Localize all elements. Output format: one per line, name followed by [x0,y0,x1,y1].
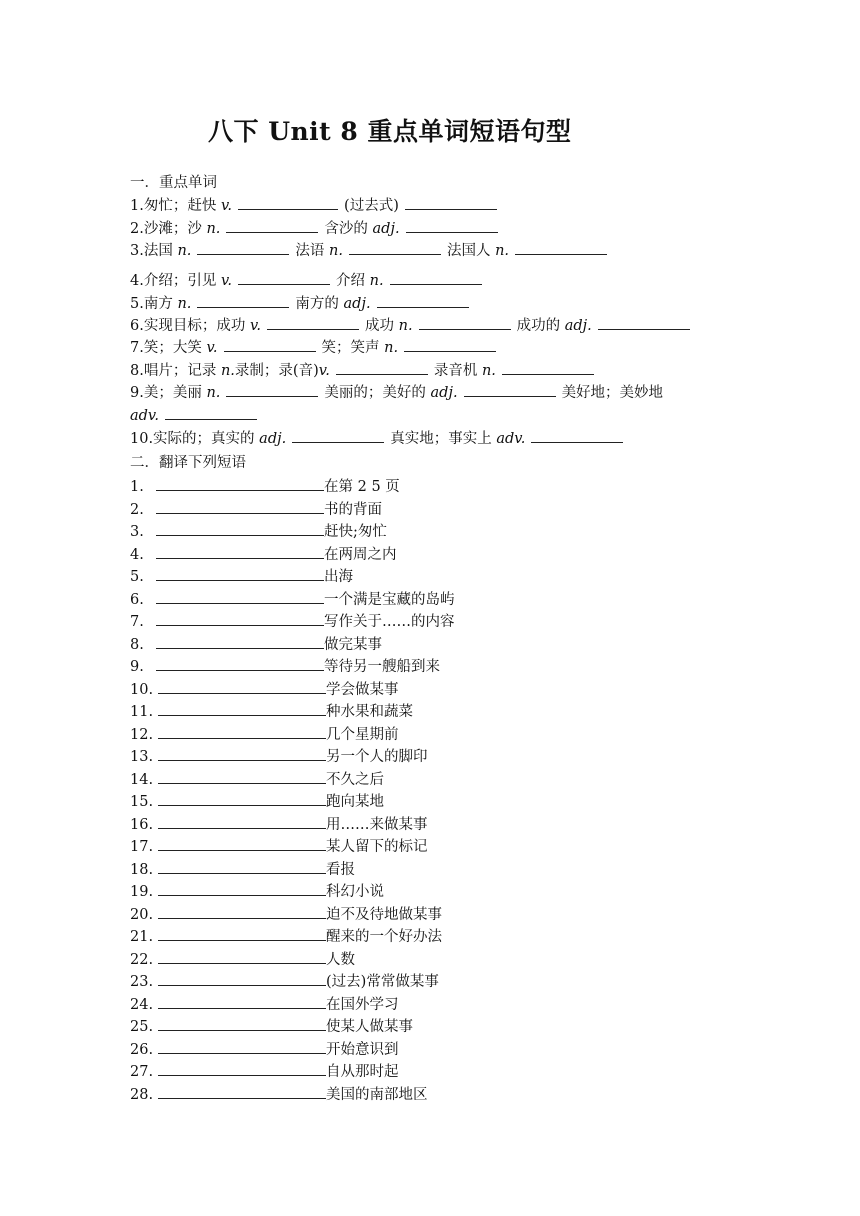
part-of-speech: adv. [130,408,160,424]
answer-blank[interactable] [158,745,326,761]
phrase-meaning: 另一个人的脚印 [326,749,428,765]
item-number: 14. [130,771,154,788]
phrase-meaning: 人数 [326,951,355,968]
phrase-item [130,655,440,677]
answer-blank[interactable] [197,293,289,308]
item-number: 20. [130,906,154,923]
part-of-speech: n. [177,296,192,312]
item-number: 27. [130,1064,154,1080]
answer-blank[interactable] [158,903,326,919]
phrase-meaning: 种水果和蔬菜 [326,704,413,720]
part-of-speech: adj. [430,385,458,401]
phrase-item [130,745,428,767]
answer-blank[interactable] [405,195,497,210]
part-of-speech: v. [206,340,218,356]
item-number: 19. [130,884,154,900]
answer-blank[interactable] [404,337,496,352]
vocab-text: 录音机 [433,363,482,379]
item-number: 9. [130,659,144,675]
phrase-item [130,835,428,857]
phrase-item [130,565,353,587]
part-of-speech: n. [481,363,496,379]
phrase-meaning: 几个星期前 [326,726,399,743]
answer-blank[interactable] [158,1038,326,1054]
phrase-meaning: 赶快;匆忙 [324,524,387,540]
answer-blank[interactable] [502,360,594,375]
phrase-meaning: 美国的南部地区 [326,1086,428,1103]
answer-blank[interactable] [226,218,318,233]
item-number: 18. [130,861,154,878]
vocab-text: 7.笑；大笑 [130,340,207,356]
answer-blank[interactable] [598,315,690,330]
phrase-item [130,543,397,565]
phrase-meaning: 做完某事 [324,636,382,653]
answer-blank[interactable] [390,270,482,285]
answer-blank[interactable] [238,195,338,210]
item-number: 23. [130,974,154,990]
vocab-text: (过去式) [344,198,399,214]
phrase-item [130,475,400,497]
phrase-meaning: 在国外学习 [326,996,399,1013]
answer-blank[interactable] [531,428,623,443]
part-of-speech: n. [384,340,399,356]
phrase-meaning: 等待另一艘船到来 [324,659,440,675]
part-of-speech: n. [495,243,510,259]
part-of-speech: n. [398,318,413,334]
part-of-speech: n. [329,243,343,259]
item-number: 3. [130,524,144,540]
vocab-text: 9.美；美丽 [130,385,207,401]
phrase-meaning: 醒来的一个好办法 [326,929,442,945]
vocab-text: 8.唱片；记录 [130,363,221,379]
phrase-item [130,880,384,902]
answer-blank[interactable] [158,678,326,694]
item-number: 1. [130,479,144,495]
phrase-item [130,588,455,610]
phrase-meaning: (过去)常常做某事 [326,974,439,990]
vocab-text: 美丽的；美好的 [324,385,431,401]
item-number: 2. [130,501,144,518]
answer-blank[interactable] [158,925,326,941]
answer-blank[interactable] [336,360,428,375]
phrase-meaning: 迫不及待地做某事 [326,906,442,923]
vocab-line [130,293,475,315]
phrase-item [130,700,413,722]
item-number: 12. [130,726,154,743]
vocab-line [130,360,600,382]
phrase-item [130,1083,428,1105]
answer-blank[interactable] [156,475,324,491]
answer-blank[interactable] [226,382,318,397]
answer-blank[interactable] [158,1060,326,1076]
vocab-text: 南方的 [295,296,344,312]
phrase-item [130,813,428,835]
vocab-text: 成功的 [516,318,565,334]
section2-heading: 二．翻译下列短语 [130,455,246,471]
phrase-meaning: 自从那时起 [326,1064,399,1080]
phrase-item [130,1015,413,1037]
answer-blank[interactable] [158,768,326,784]
answer-blank[interactable] [158,835,326,851]
answer-blank[interactable] [158,1015,326,1031]
phrase-meaning: 不久之后 [326,771,384,788]
part-of-speech: v. [249,318,262,334]
answer-blank[interactable] [158,700,326,716]
vocab-text: 美好地；美妙地 [561,385,664,401]
answer-blank[interactable] [267,315,359,330]
vocab-line [130,240,613,262]
answer-blank[interactable] [224,337,316,352]
phrase-item [130,993,399,1015]
part-of-speech: adv. [496,431,526,447]
answer-blank[interactable] [156,498,324,514]
phrase-meaning: 开始意识到 [326,1041,399,1058]
phrase-item [130,1038,399,1060]
part-of-speech: n. [177,243,192,259]
phrase-item [130,858,355,880]
vocab-line [130,428,629,450]
phrase-item [130,925,442,947]
item-number: 16. [130,816,154,833]
part-of-speech: n. [220,363,235,379]
phrase-item [130,633,382,655]
phrase-meaning: 某人留下的标记 [326,839,428,855]
vocab-text: 3.法国 [130,243,178,259]
part-of-speech: adj. [343,296,371,312]
phrase-item [130,768,384,790]
phrase-meaning: 跑向某地 [326,794,384,810]
vocab-text: 1.匆忙；赶快 [130,198,221,214]
vocab-text: 录制；录(音) [234,363,319,379]
answer-blank[interactable] [238,270,330,285]
answer-blank[interactable] [158,880,326,896]
item-number: 28. [130,1086,154,1103]
phrase-meaning: 书的背面 [324,501,382,518]
vocab-text: 5.南方 [130,296,178,312]
answer-blank[interactable] [156,610,324,626]
vocab-line [130,195,503,217]
phrase-item [130,520,387,542]
vocab-text: 成功 [365,318,399,334]
item-number: 5. [130,569,144,585]
vocab-text: 10.实际的；真实的 [130,431,260,447]
page-title: 八下 Unit 8 重点单词短语句型 [208,117,572,146]
vocab-line [130,405,263,427]
vocab-line [130,382,663,404]
part-of-speech: n. [206,385,221,401]
answer-blank[interactable] [158,790,326,806]
answer-blank[interactable] [419,315,511,330]
item-number: 21. [130,929,154,945]
part-of-speech: n. [206,221,221,237]
item-number: 25. [130,1019,154,1035]
phrase-item [130,498,382,520]
part-of-speech: v. [220,198,233,214]
vocab-line [130,270,488,292]
phrase-item [130,970,439,992]
answer-blank[interactable] [464,382,556,397]
item-number: 26. [130,1041,154,1058]
vocab-text: 真实地；事实上 [390,431,497,447]
answer-blank[interactable] [292,428,384,443]
vocab-text: 4.介绍；引见 [130,273,221,289]
phrase-meaning: 学会做某事 [326,681,399,698]
item-number: 17. [130,839,154,855]
answer-blank[interactable] [156,633,324,649]
vocab-text: 法语 [295,243,330,259]
vocab-text: 含沙的 [324,221,373,237]
phrase-item [130,1060,399,1082]
answer-blank[interactable] [156,565,324,581]
phrase-meaning: 出海 [324,569,353,585]
vocab-text: 介绍 [336,273,370,289]
answer-blank[interactable] [197,240,289,255]
vocab-line [130,337,502,359]
answer-blank[interactable] [349,240,441,255]
vocab-text: 2.沙滩；沙 [130,221,207,237]
phrase-item [130,948,355,970]
item-number: 15. [130,794,154,810]
phrase-meaning: 科幻小说 [326,884,384,900]
part-of-speech: n. [369,273,384,289]
phrase-meaning: 在两周之内 [324,546,397,563]
answer-blank[interactable] [156,520,324,536]
item-number: 11. [130,704,154,720]
part-of-speech: v. [220,273,233,289]
answer-blank[interactable] [158,1083,326,1099]
part-of-speech: adj. [372,221,400,237]
answer-blank[interactable] [156,588,324,604]
answer-blank[interactable] [515,240,607,255]
phrase-item [130,610,455,632]
answer-blank[interactable] [377,293,469,308]
part-of-speech: adj. [259,431,287,447]
vocab-line [130,218,504,240]
phrase-meaning: 用……来做某事 [326,816,428,833]
item-number: 10. [130,681,154,698]
item-number: 4. [130,546,144,563]
part-of-speech: v. [318,363,330,379]
item-number: 8. [130,636,144,653]
answer-blank[interactable] [165,405,257,420]
phrase-meaning: 使某人做某事 [326,1019,413,1035]
item-number: 24. [130,996,154,1013]
phrase-meaning: 看报 [326,861,355,878]
phrase-item [130,678,399,700]
phrase-meaning: 在第 2 5 页 [324,479,400,495]
answer-blank[interactable] [158,993,326,1009]
vocab-text: 6.实现目标；成功 [130,318,250,334]
part-of-speech: adj. [564,318,592,334]
item-number: 22. [130,951,154,968]
vocab-text: 笑；笑声 [321,340,385,356]
phrase-item [130,903,442,925]
phrase-item [130,790,384,812]
phrase-meaning: 写作关于……的内容 [324,614,455,630]
answer-blank[interactable] [158,813,326,829]
section1-heading: 一．重点单词 [130,175,217,191]
phrase-item [130,723,399,745]
answer-blank[interactable] [158,948,326,964]
item-number: 13. [130,749,154,765]
item-number: 6. [130,591,144,608]
answer-blank[interactable] [156,543,324,559]
answer-blank[interactable] [158,723,326,739]
answer-blank[interactable] [406,218,498,233]
answer-blank[interactable] [158,970,326,986]
answer-blank[interactable] [158,858,326,874]
vocab-line [130,315,696,337]
answer-blank[interactable] [156,655,324,671]
vocab-text: 法国人 [446,243,496,259]
item-number: 7. [130,614,144,630]
phrase-meaning: 一个满是宝藏的岛屿 [324,591,455,608]
